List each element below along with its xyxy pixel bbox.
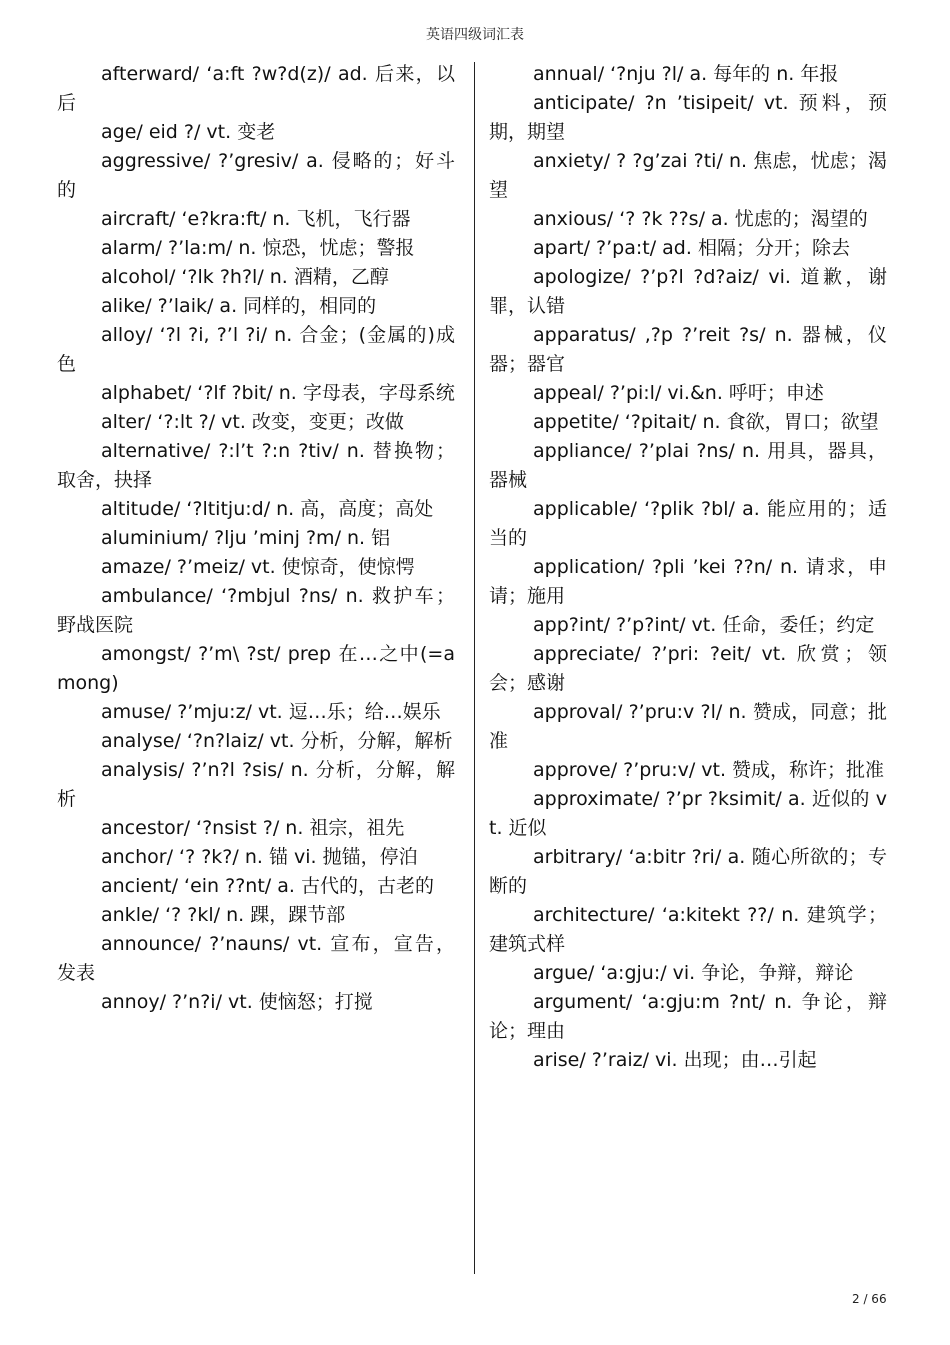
vocab-entry: apart/ ?’pa:t/ ad. 相隔；分开；除去 — [533, 237, 850, 259]
left-column — [57, 60, 455, 1017]
vocab-entry: architecture/ ‘a:kitekt ??/ n. 建筑学；建筑式样 — [489, 904, 887, 955]
vocab-entry: alcohol/ ‘?lk ?h?l/ n. 酒精，乙醇 — [101, 266, 389, 288]
vocab-entry: approve/ ?’pru:v/ vt. 赞成，称许；批准 — [533, 759, 885, 781]
right-column — [489, 60, 887, 1075]
vocab-entry: analysis/ ?’n?l ?sis/ n. 分析，分解，解析 — [57, 759, 455, 810]
vocab-entry: annual/ ‘?nju ?l/ a. 每年的 n. 年报 — [533, 63, 839, 85]
vocab-entry: appliance/ ?’plai ?ns/ n. 用具，器具，器械 — [489, 440, 887, 491]
vocab-entry: argue/ ‘a:gju:/ vi. 争论，争辩，辩论 — [533, 962, 854, 984]
vocab-entry: argument/ ‘a:gju:m ?nt/ n. 争论，辩论；理由 — [489, 991, 887, 1042]
vocab-entry: arbitrary/ ‘a:bitr ?ri/ a. 随心所欲的；专断的 — [489, 846, 887, 897]
vocab-entry: application/ ?pli ’kei ??n/ n. 请求，申请；施用 — [489, 556, 887, 607]
vocab-entry: aggressive/ ?’gresiv/ a. 侵略的；好斗的 — [57, 150, 455, 201]
vocab-entry: aircraft/ ‘e?kra:ft/ n. 飞机，飞行器 — [101, 208, 411, 230]
vocab-entry: approximate/ ?’pr ?ksimit/ a. 近似的 vt. 近似 — [489, 788, 887, 839]
vocab-entry: annoy/ ?’n?i/ vt. 使恼怒；打搅 — [101, 991, 373, 1013]
vocab-entry: ankle/ ‘? ?kl/ n. 踝，踝节部 — [101, 904, 346, 926]
vocab-entry: afterward/ ‘a:ft ?w?d(z)/ ad. 后来，以后 — [57, 63, 455, 114]
vocab-entry: altitude/ ‘?ltitju:d/ n. 高，高度；高处 — [101, 498, 434, 520]
vocab-entry: analyse/ ‘?n?laiz/ vt. 分析，分解，解析 — [101, 730, 453, 752]
column-divider — [474, 62, 475, 1274]
vocab-entry: ancient/ ‘ein ??nt/ a. 古代的，古老的 — [101, 875, 434, 897]
vocab-entry: announce/ ?’nauns/ vt. 宣布，宣告，发表 — [57, 933, 455, 984]
vocab-entry: ambulance/ ‘?mbjul ?ns/ n. 救护车；野战医院 — [57, 585, 455, 636]
vocab-entry: applicable/ ‘?plik ?bl/ a. 能应用的；适当的 — [489, 498, 887, 549]
vocab-entry: apologize/ ?’p?l ?d?aiz/ vi. 道歉，谢罪，认错 — [489, 266, 887, 317]
vocab-entry: ancestor/ ‘?nsist ?/ n. 祖宗，祖先 — [101, 817, 405, 839]
vocab-entry: arise/ ?’raiz/ vi. 出现；由…引起 — [533, 1049, 817, 1071]
vocab-entry: amuse/ ?’mju:z/ vt. 逗…乐；给…娱乐 — [101, 701, 441, 723]
vocab-entry: anxious/ ‘? ?k ??s/ a. 忧虑的；渴望的 — [533, 208, 868, 230]
vocab-entry: alike/ ?’laik/ a. 同样的，相同的 — [101, 295, 377, 317]
vocab-entry: amaze/ ?’meiz/ vt. 使惊奇，使惊愕 — [101, 556, 415, 578]
vocab-entry: alphabet/ ‘?lf ?bit/ n. 字母表，字母系统 — [101, 382, 455, 404]
vocab-entry: appreciate/ ?’pri: ?eit/ vt. 欣赏；领会；感谢 — [489, 643, 887, 694]
vocab-entry: anticipate/ ?n ’tisipeit/ vt. 预料，预期，期望 — [489, 92, 887, 143]
vocab-entry: alter/ ‘?:lt ?/ vt. 改变，变更；改做 — [101, 411, 404, 433]
vocab-entry: alternative/ ?:l’t ?:n ?tiv/ n. 替换物；取舍，抉择 — [57, 440, 455, 491]
vocab-entry: anxiety/ ? ?g’zai ?ti/ n. 焦虑，忧虑；渴望 — [489, 150, 887, 201]
vocab-entry: alarm/ ?’la:m/ n. 惊恐，忧虑；警报 — [101, 237, 415, 259]
vocab-entry: appeal/ ?’pi:l/ vi.&n. 呼吁；申述 — [533, 382, 824, 404]
vocab-entry: appetite/ ‘?pitait/ n. 食欲，胃口；欲望 — [533, 411, 879, 433]
vocab-entry: approval/ ?’pru:v ?l/ n. 赞成，同意；批准 — [489, 701, 887, 752]
vocab-entry: alloy/ ‘?l ?i, ?’l ?i/ n. 合金；(金属的)成色 — [57, 324, 455, 375]
page-number: 2 / 66 — [852, 1292, 887, 1306]
vocab-entry: amongst/ ?’m\ ?st/ prep 在…之中(=among) — [57, 643, 455, 694]
vocab-entry: app?int/ ?’p?int/ vt. 任命，委任；约定 — [533, 614, 875, 636]
vocab-entry: anchor/ ‘? ?k?/ n. 锚 vi. 抛锚，停泊 — [101, 846, 418, 868]
vocab-entry: age/ eid ?/ vt. 变老 — [101, 121, 276, 143]
vocab-entry: apparatus/ ,?p ?’reit ?s/ n. 器械，仪器；器官 — [489, 324, 887, 375]
page-header: 英语四级词汇表 — [426, 27, 524, 43]
vocab-entry: aluminium/ ?lju ’minj ?m/ n. 铝 — [101, 527, 391, 549]
